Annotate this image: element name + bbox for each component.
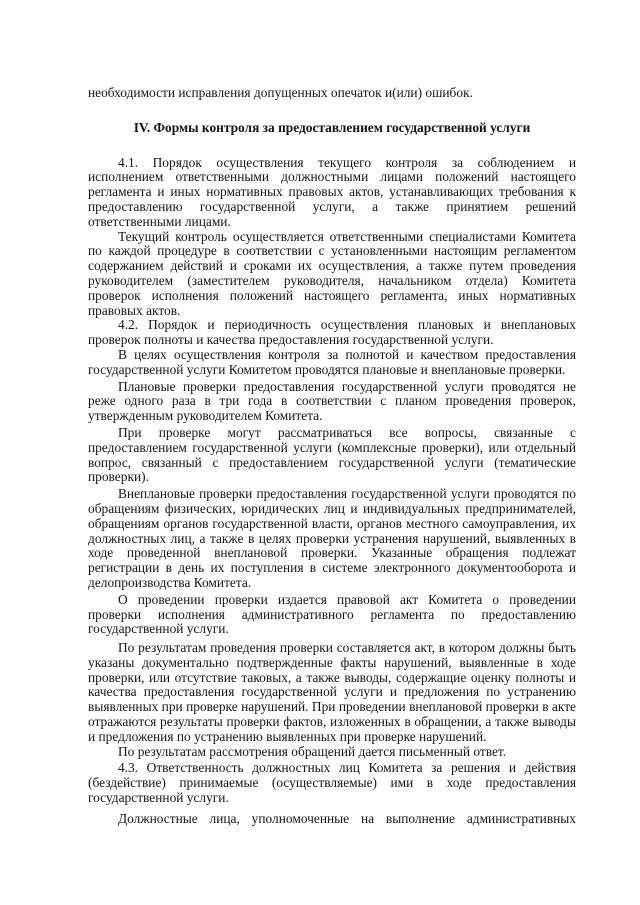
paragraph-officials: Должностные лица, уполномоченные на выполнение административных bbox=[118, 810, 576, 826]
paragraph-unplanned-checks: Внеплановые проверки предоставления государственной услуги проводятся по обращениям физических, юридических лиц и индивидуальных предпринимателей, обращениям органов государственной власти, органов местного самоуправления, их должностных лиц, а также в целях проверки устранения нарушений, выявленных в ходе проведенной внеплановой проверки. Указанные обращения подлежат регистрации в день их поступления в системе электронного документооборота и делопроизводства Комитета. bbox=[88, 486, 576, 590]
document-body bbox=[88, 86, 576, 827]
paragraph-check-questions: При проверке могут рассматриваться все вопросы, связанные с предоставлением государственной услуги (комплексные проверки), или отдельный вопрос, связанный с предоставлением государственной услуги (тематические проверки). bbox=[88, 424, 576, 485]
section-heading: IV. Формы контроля за предоставлением государственной услуги bbox=[133, 119, 531, 135]
paragraph-written-answer: По результатам рассмотрения обращений дается письменный ответ. bbox=[118, 743, 507, 759]
paragraph-legal-act: О проведении проверки издается правовой акт Комитета о проведении проверки исполнения административного регламента по предоставлению государственной услуги. bbox=[88, 591, 576, 637]
paragraph-current-control: Текущий контроль осуществляется ответственными специалистами Комитета по каждой процедуре в соответствии с установленными настоящим регламентом содержанием действий и сроками их осуществления, а также путем проведения руководителем (заместителем руководителя, начальником отдела) Комитета проверок исполнения положений настоящего регламента, иных нормативных правовых актов. bbox=[88, 228, 576, 318]
paragraph-control-purpose: В целях осуществления контроля за полнотой и качеством предоставления государственной услуги Комитетом проводятся плановые и внеплановые проверки. bbox=[88, 346, 576, 377]
continuation-line: необходимости исправления допущенных опечаток и(или) ошибок. bbox=[88, 85, 473, 100]
paragraph-planned-checks: Плановые проверки предоставления государственной услуги проводятся не реже одного раза в три года в соответствии с планом проведения проверок, утвержденным руководителем Комитета. bbox=[88, 378, 576, 424]
paragraph-4-3: 4.3. Ответственность должностных лиц Комитета за решения и действия (бездействие) принимаемые (осуществляемые) ими в ходе предоставления государственной услуги. bbox=[88, 760, 576, 806]
paragraph-4-2: 4.2. Порядок и периодичность осуществления плановых и внеплановых проверок полноты и качества предоставления государственной услуги. bbox=[88, 317, 576, 348]
paragraph-4-1: 4.1. Порядок осуществления текущего контроля за соблюдением и исполнением ответственными должностными лицами положений настоящего регламента и иных нормативных правовых актов, устанавливающих требования к предоставлению государственной услуги, а также принятием решений ответственными лицами. bbox=[88, 154, 576, 229]
paragraph-check-results: По результатам проведения проверки составляется акт, в котором должны быть указаны документально подтвержденные факты нарушений, выявленные в ходе проверки, или отсутствие таковых, а также выводы, содержащие оценку полноты и качества предоставления государственной услуги и предложения по устранению выявленных при проверке нарушений. При проведении внеплановой проверки в акте отражаются результаты проверки фактов, изложенных в обращении, а также выводы и предложения по устранению выявленных при проверке нарушений. bbox=[88, 640, 576, 744]
